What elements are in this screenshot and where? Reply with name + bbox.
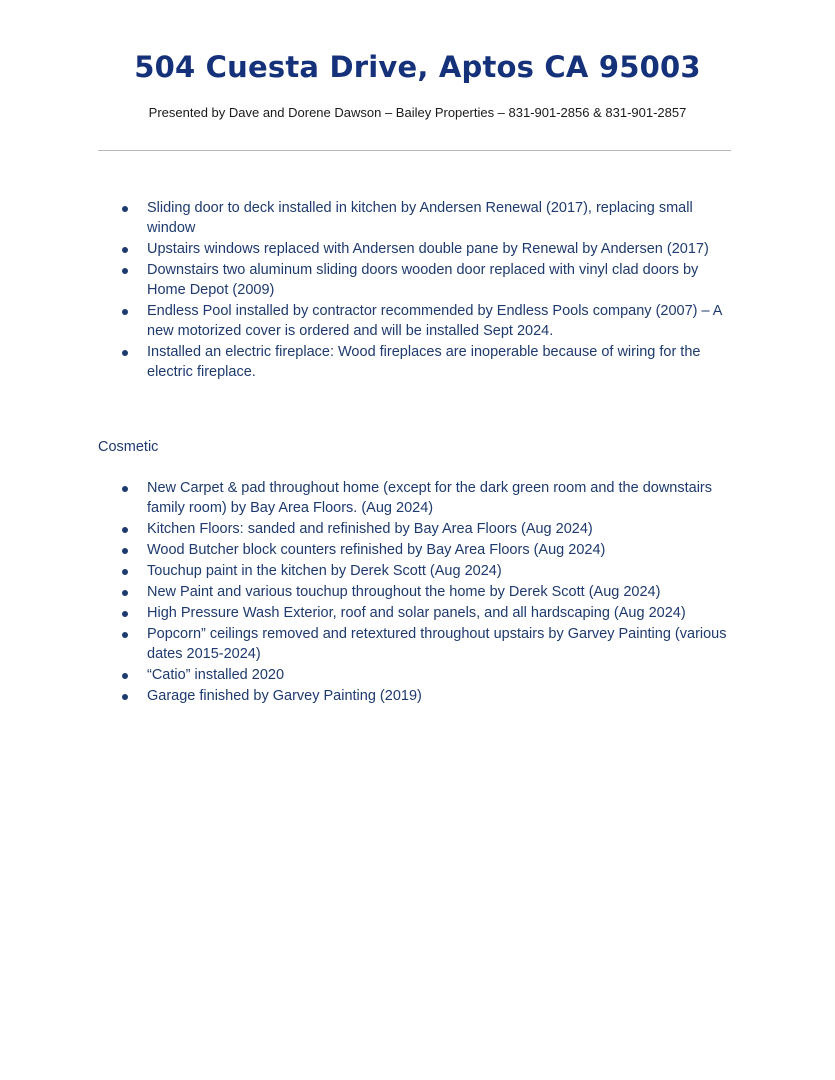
list-item	[98, 519, 738, 539]
list-item	[98, 198, 738, 238]
list-item-text: Kitchen Floors: sanded and refinished by Bay Area Floors (Aug 2024)	[147, 521, 593, 537]
list-item-text: New Paint and various touchup throughout the home by Derek Scott (Aug 2024)	[147, 584, 661, 600]
presenter-line: Presented by Dave and Dorene Dawson – Bailey Properties – 831-901-2856 & 831-901-2857	[148, 105, 687, 120]
list-item-text: Garage finished by Garvey Painting (2019)	[147, 688, 422, 704]
bullet-icon	[122, 268, 128, 274]
list-item	[98, 603, 738, 623]
list-item-text: Installed an electric fireplace: Wood fireplaces are inoperable because of wiring for the electric fireplace.	[147, 344, 701, 380]
list-item-text: “Catio” installed 2020	[147, 667, 285, 683]
list-item-text: Downstairs two aluminum sliding doors wooden door replaced with vinyl clad doors by Home Depot (2009)	[147, 262, 699, 298]
list-item	[98, 624, 738, 664]
list-item-text: New Carpet & pad throughout home (except for the dark green room and the downstairs family room) by Bay Area Floors. (Aug 2024)	[147, 480, 713, 516]
bullet-icon	[122, 611, 128, 617]
list-item	[98, 686, 738, 706]
bullet-icon	[122, 673, 128, 679]
bullet-icon	[122, 309, 128, 315]
list-item	[98, 561, 738, 581]
list-item	[98, 239, 738, 259]
bullet-icon	[122, 206, 128, 212]
list-item	[98, 301, 738, 341]
bullet-icon	[122, 486, 128, 492]
list-item	[98, 478, 738, 518]
page-title: 504 Cuesta Drive, Aptos CA 95003	[134, 50, 701, 84]
improvements-list	[98, 198, 738, 383]
list-item	[98, 582, 738, 602]
list-item-text: Upstairs windows replaced with Andersen double pane by Renewal by Andersen (2017)	[147, 241, 709, 257]
list-item-text: Sliding door to deck installed in kitchen by Andersen Renewal (2017), replacing small window	[147, 200, 693, 236]
list-item	[98, 665, 738, 685]
list-item	[98, 540, 738, 560]
bullet-icon	[122, 527, 128, 533]
list-item	[98, 260, 738, 300]
bullet-icon	[122, 694, 128, 700]
bullet-icon	[122, 569, 128, 575]
list-item-text: Endless Pool installed by contractor recommended by Endless Pools company (2007) – A new motorized cover is ordered and will be installed Sept 2024.	[147, 303, 722, 339]
bullet-icon	[122, 350, 128, 356]
cosmetic-heading: Cosmetic	[98, 439, 159, 455]
bullet-icon	[122, 247, 128, 253]
list-item-text: Touchup paint in the kitchen by Derek Scott (Aug 2024)	[147, 563, 502, 579]
list-item-text: High Pressure Wash Exterior, roof and solar panels, and all hardscaping (Aug 2024)	[147, 605, 686, 621]
bullet-icon	[122, 548, 128, 554]
header-divider	[98, 150, 731, 151]
list-item-text: Popcorn” ceilings removed and retextured throughout upstairs by Garvey Painting (various dates 2015-2024)	[147, 626, 727, 662]
cosmetic-list	[98, 478, 738, 707]
bullet-icon	[122, 632, 128, 638]
list-item	[98, 342, 738, 382]
bullet-icon	[122, 590, 128, 596]
list-item-text: Wood Butcher block counters refinished by Bay Area Floors (Aug 2024)	[147, 542, 606, 558]
